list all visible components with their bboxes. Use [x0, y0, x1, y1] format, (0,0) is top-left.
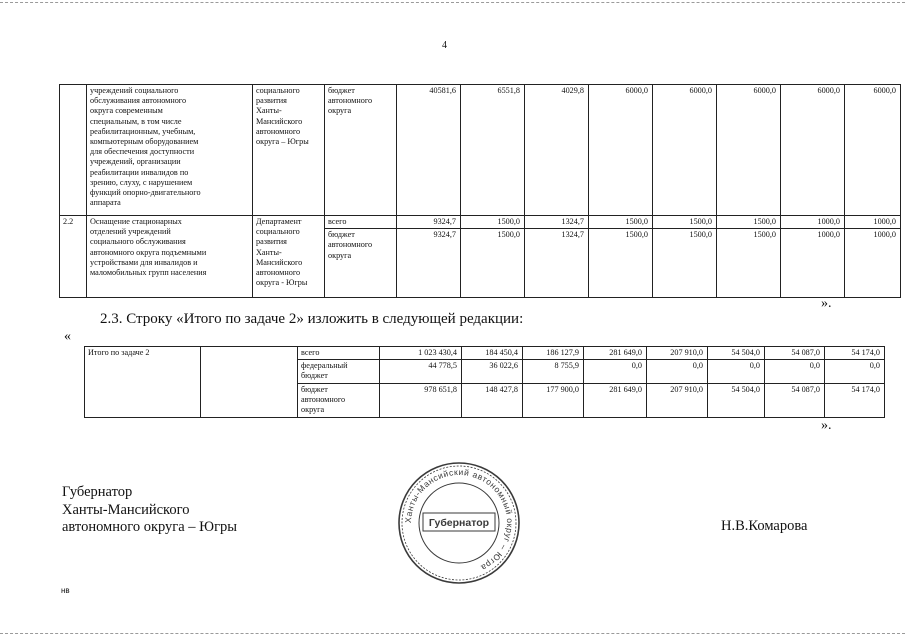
- value-cell: 54 504,0: [708, 383, 765, 417]
- official-stamp: [395, 459, 523, 587]
- value-cell: 281 649,0: [584, 347, 647, 360]
- value-cell: 281 649,0: [584, 383, 647, 417]
- value-cell: 207 910,0: [647, 347, 708, 360]
- value-cell: 0,0: [825, 360, 885, 383]
- value-cell: 1000,0: [781, 229, 845, 298]
- value-cell: 40581,6: [397, 85, 461, 216]
- value-cell: 1500,0: [717, 229, 781, 298]
- measure-cell: учреждений социального обслуживания автономного округа современным специальным, в том числе реабилитационным, учебным, компьютерным оборудованием для обеспечения доступности учреждений, организации реабилитации инвалидов по зрению, слуху, с нарушением функций опорно-двигательного аппарата: [87, 85, 253, 216]
- page-number: 4: [442, 40, 447, 51]
- value-cell: 186 127,9: [523, 347, 584, 360]
- closing-quote: ».: [821, 296, 832, 311]
- value-cell: 54 087,0: [765, 383, 825, 417]
- table-row: [60, 85, 901, 216]
- funding-source-cell: бюджет автономного округа: [325, 85, 397, 216]
- measures-table: [59, 84, 901, 298]
- bottom-edge-line: [0, 633, 905, 634]
- value-cell: 54 174,0: [825, 347, 885, 360]
- value-cell: 0,0: [765, 360, 825, 383]
- value-cell: 207 910,0: [647, 383, 708, 417]
- executor-cell: Департамент социального развития Ханты- Мансийского автономного округа - Югры: [253, 216, 325, 298]
- value-cell: 36 022,6: [462, 360, 523, 383]
- amendment-heading: 2.3. Строку «Итого по задаче 2» изложить в следующей редакции:: [100, 311, 524, 327]
- opening-quote: «: [64, 329, 71, 344]
- value-cell: 1500,0: [653, 216, 717, 229]
- value-cell: 1000,0: [845, 216, 901, 229]
- author-initials: нв: [61, 586, 70, 595]
- stamp-ring-text: Ханты-Мансийский автономный округ – Югра: [402, 466, 516, 574]
- value-cell: 6000,0: [653, 85, 717, 216]
- value-cell: 6000,0: [845, 85, 901, 216]
- signer-title-line: Губернатор: [62, 484, 133, 500]
- row-number-cell: 2.2: [60, 216, 87, 298]
- signer-title: [62, 484, 237, 537]
- value-cell: 1500,0: [589, 229, 653, 298]
- totals-table: [84, 346, 885, 418]
- value-cell: 978 651,8: [380, 383, 462, 417]
- value-cell: 1000,0: [845, 229, 901, 298]
- value-cell: 54 174,0: [825, 383, 885, 417]
- value-cell: 1000,0: [781, 216, 845, 229]
- value-cell: 8 755,9: [523, 360, 584, 383]
- value-cell: 0,0: [647, 360, 708, 383]
- value-cell: 1324,7: [525, 229, 589, 298]
- value-cell: 1500,0: [717, 216, 781, 229]
- funding-source-cell: всего: [325, 216, 397, 229]
- value-cell: 177 900,0: [523, 383, 584, 417]
- funding-source-cell: федеральный бюджет: [298, 360, 380, 383]
- table-row: [60, 216, 901, 229]
- row-number-cell: [60, 85, 87, 216]
- value-cell: 54 504,0: [708, 347, 765, 360]
- value-cell: 6000,0: [781, 85, 845, 216]
- executor-cell: [201, 347, 298, 418]
- closing-quote: ».: [821, 418, 832, 433]
- value-cell: 6000,0: [589, 85, 653, 216]
- value-cell: 9324,7: [397, 216, 461, 229]
- value-cell: 1500,0: [653, 229, 717, 298]
- value-cell: 1324,7: [525, 216, 589, 229]
- value-cell: 0,0: [708, 360, 765, 383]
- value-cell: 1500,0: [461, 216, 525, 229]
- stamp-center-text: Губернатор: [428, 517, 490, 529]
- total-label-cell: Итого по задаче 2: [85, 347, 201, 418]
- value-cell: 1500,0: [589, 216, 653, 229]
- signer-title-line: Ханты-Мансийского: [62, 501, 190, 518]
- value-cell: 184 450,4: [462, 347, 523, 360]
- signer-title-line: автономного округа – Югры: [62, 519, 238, 535]
- measure-cell: Оснащение стационарных отделений учреждений социального обслуживания автономного округа подъемными устройствами для инвалидов и маломобильных групп населения: [87, 216, 253, 298]
- value-cell: 0,0: [584, 360, 647, 383]
- value-cell: 6000,0: [717, 85, 781, 216]
- table-row: [85, 347, 885, 360]
- signer-name: Н.В.Комарова: [721, 518, 808, 534]
- executor-cell: социального развития Ханты- Мансийского автономного округа – Югры: [253, 85, 325, 216]
- value-cell: 9324,7: [397, 229, 461, 298]
- value-cell: 6551,8: [461, 85, 525, 216]
- funding-source-cell: бюджет автономного округа: [325, 229, 397, 298]
- value-cell: 148 427,8: [462, 383, 523, 417]
- top-edge-line: [0, 2, 905, 3]
- funding-source-cell: бюджет автономного округа: [298, 383, 380, 417]
- value-cell: 1500,0: [461, 229, 525, 298]
- value-cell: 1 023 430,4: [380, 347, 462, 360]
- value-cell: 44 778,5: [380, 360, 462, 383]
- funding-source-cell: всего: [298, 347, 380, 360]
- value-cell: 54 087,0: [765, 347, 825, 360]
- value-cell: 4029,8: [525, 85, 589, 216]
